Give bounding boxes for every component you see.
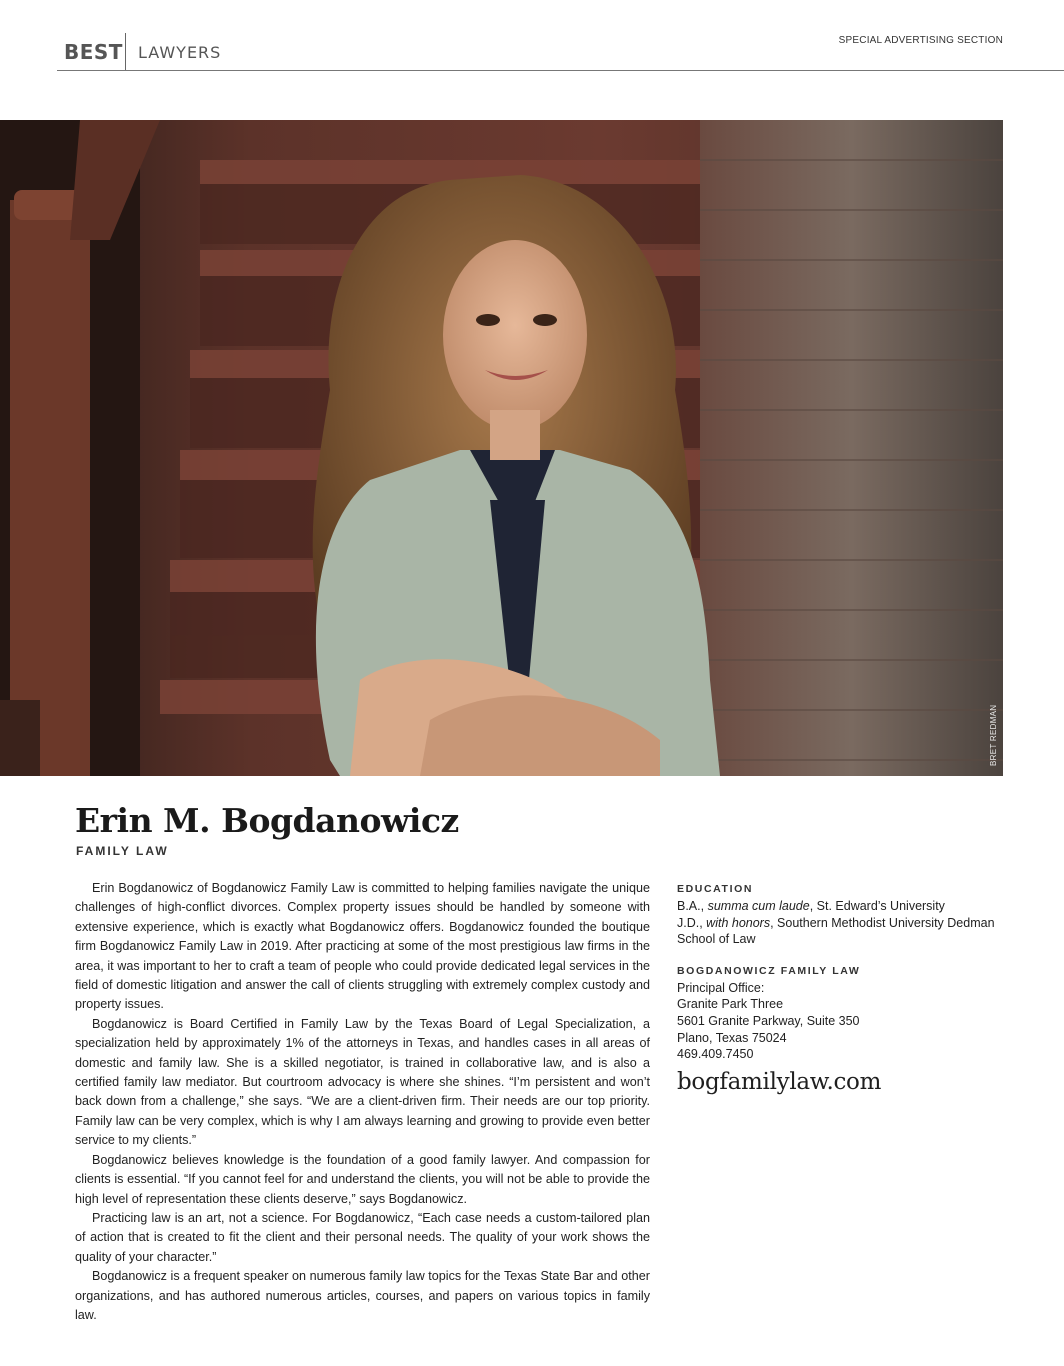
brand-lawyers: LAWYERS [138,43,222,62]
firm-building: Granite Park Three [677,997,784,1012]
firm-phone[interactable]: 469.409.7450 [677,1047,754,1062]
jd-school: , Southern Methodist University Dedman School of Law [677,915,995,947]
portrait-photo [0,120,1003,776]
attorney-name: Erin M. Bogdanowicz [75,801,459,840]
bio-paragraph: Erin Bogdanowicz of Bogdanowicz Family Law is committed to helping families navigate the unique challenges of high-conflict divorces. Complex property issues should be handled by someone with extensive experience, which is exactly what Bogdanowicz offers. Bogdanowicz founded the boutique firm Bogdanowicz Family Law in 2019. After practicing at some of the most prestigious law firms in the area, it was important to her to craft a team of people who could provide dedicated legal services in the field of domestic litigation and answer the call of clients struggling with extremely complex custody and property issues. [75,881,650,1012]
brand-divider [125,33,126,70]
website-link[interactable]: bogfamilylaw.com [677,1068,882,1095]
firm-office-label: Principal Office: [677,980,765,995]
education-jd [677,915,997,948]
firm-block [677,962,997,1095]
header-rule [57,70,1064,71]
bio-paragraph: Practicing law is an art, not a science. For Bogdanowicz, “Each case needs a custom-tailored plan of action that is created to fit the client and their personal needs. The quality of your work shows the quality of your character.” [75,1210,650,1264]
firm-heading: BOGDANOWICZ FAMILY LAW [677,964,861,977]
firm-street: 5601 Granite Parkway, Suite 350 [677,1013,860,1028]
section-label: SPECIAL ADVERTISING SECTION [838,35,1003,46]
ba-honor: summa cum laude [707,899,810,913]
education-block [677,880,997,948]
jd-honor: with honors [706,915,771,930]
practice-area: FAMILY LAW [76,844,169,858]
ba-prefix: B.A., [677,899,708,913]
bio-text [75,879,650,1325]
brand-best: BEST [64,40,123,64]
firm-city: Plano, Texas 75024 [677,1030,787,1045]
page-header [0,0,1064,72]
bio-paragraph: Bogdanowicz believes knowledge is the foundation of a good family lawyer. And compassion for clients is essential. “If you cannot feel for and understand the clients, you will not be able to provide the high level of representation these clients deserve,” says Bogdanowicz. [75,1152,650,1206]
jd-prefix: J.D., [677,915,707,930]
education-ba [677,898,997,915]
education-heading: EDUCATION [677,883,754,895]
sidebar [677,880,997,1109]
ba-school: , St. Edward’s University [809,899,945,913]
photo-credit: BRET REDMAN [989,704,998,766]
bio-paragraph: Bogdanowicz is Board Certified in Family Law by the Texas Board of Legal Specialization, a specialization held by approximately 1% of the attorneys in Texas, and handles cases in all areas of domestic and family law. She is a skilled negotiator, is trained in collaborative law, and is also a certified family law mediator. But courtroom advocacy is where she shines. “I’m persistent and won’t back down from a challenge,” she says. “We are a client-driven firm. Their needs are our top priority. Family law can be very complex, which is why I am always learning and growing to provide even better service to my clients.” [75,1016,650,1148]
bio-paragraph: Bogdanowicz is a frequent speaker on numerous family law topics for the Texas State Bar and other organizations, and has authored numerous articles, courses, and papers on various topics in family law. [75,1269,650,1322]
